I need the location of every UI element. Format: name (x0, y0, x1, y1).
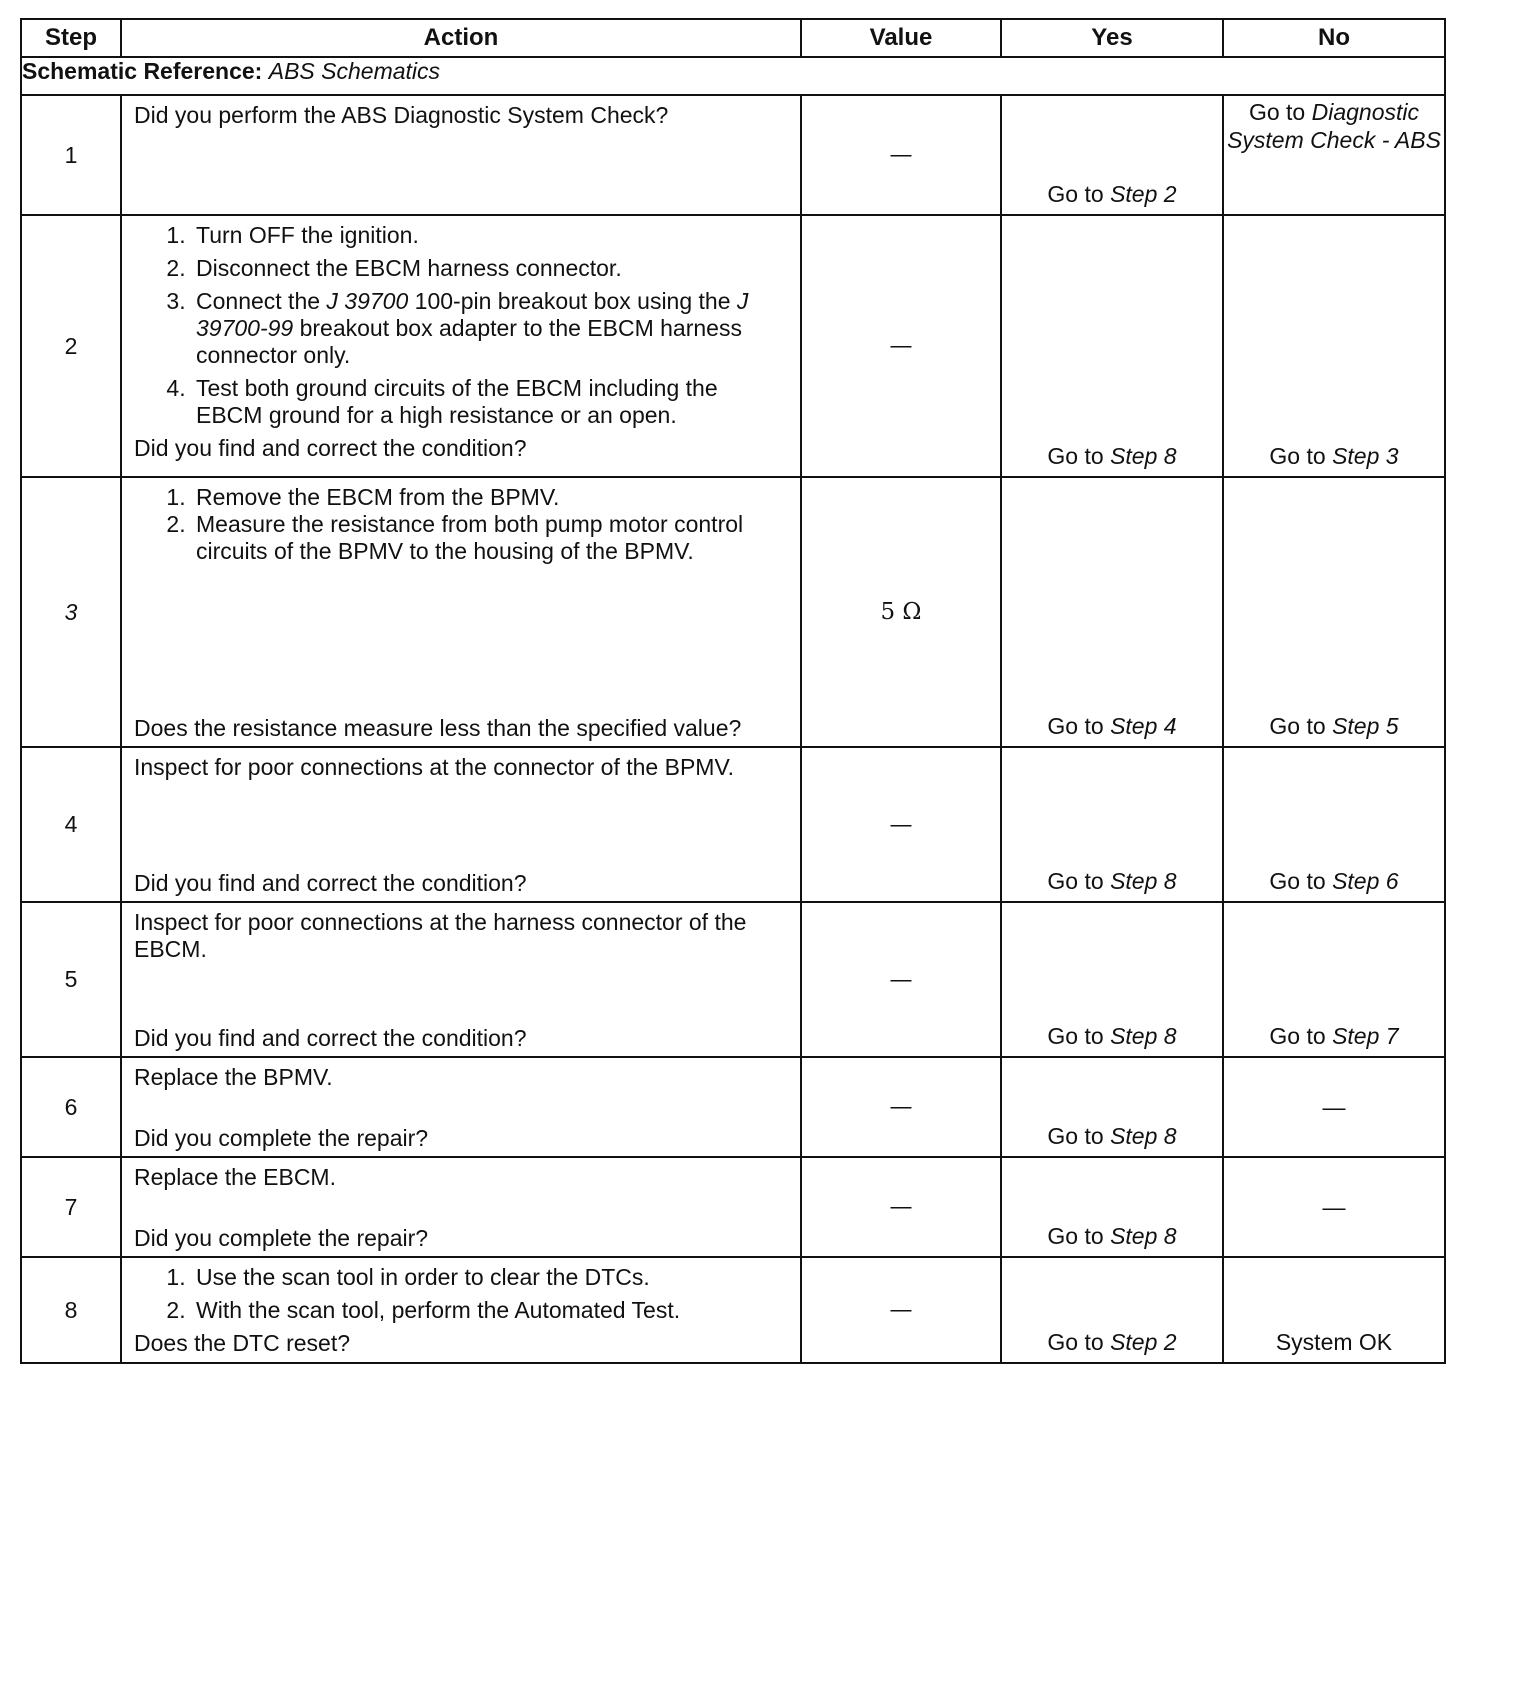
table-row (21, 1057, 1445, 1157)
list-item: 4. Test both ground circuits of the EBCM including the EBCM ground for a high resistance or an open. (192, 375, 788, 429)
action-question: Did you find and correct the condition? (134, 870, 527, 896)
diagnostic-table (20, 18, 1446, 1364)
yes-cell: Go to Step 8 (1001, 902, 1223, 1057)
action-list (134, 484, 788, 565)
no-cell: System OK (1223, 1257, 1445, 1363)
step-number: 2 (21, 215, 121, 477)
yes-step-link: Step 2 (1110, 1329, 1177, 1355)
yes-cell: Go to Step 2 (1001, 95, 1223, 215)
list-item: 1. Use the scan tool in order to clear the DTCs. (192, 1264, 788, 1291)
no-cell: Go to Step 6 (1223, 747, 1445, 902)
yes-step-link: Step 2 (1110, 181, 1177, 207)
yes-step-link: Step 8 (1110, 868, 1177, 894)
step-number: 4 (21, 747, 121, 902)
action-question: Does the resistance measure less than the specified value? (134, 715, 742, 741)
action-cell (121, 95, 801, 215)
action-cell (121, 747, 801, 902)
table-row (21, 902, 1445, 1057)
value-cell: — (801, 95, 1001, 215)
action-text: Replace the EBCM. (134, 1164, 336, 1190)
yes-step-link: Step 8 (1110, 1023, 1177, 1049)
value-cell: — (801, 1057, 1001, 1157)
no-step-link: Step 5 (1332, 713, 1399, 739)
value-cell: — (801, 1157, 1001, 1257)
no-cell: Go to Step 7 (1223, 902, 1445, 1057)
step-number: 3 (21, 477, 121, 747)
list-item: 2. Measure the resistance from both pump motor control circuits of the BPMV to the housing of the BPMV. (192, 511, 788, 565)
no-cell: — (1223, 1157, 1445, 1257)
yes-step-link: Step 8 (1110, 1123, 1177, 1149)
yes-cell: Go to Step 4 (1001, 477, 1223, 747)
action-cell (121, 477, 801, 747)
no-link: Diagnostic System Check - ABS (1227, 99, 1441, 153)
no-cell: Go to Diagnostic System Check - ABS (1223, 95, 1445, 215)
no-cell: Go to Step 5 (1223, 477, 1445, 747)
list-item: 2. With the scan tool, perform the Automated Test. (192, 1297, 788, 1324)
action-question: Did you complete the repair? (134, 1125, 429, 1151)
action-question: Did you find and correct the condition? (134, 435, 527, 461)
yes-step-link: Step 4 (1110, 713, 1177, 739)
action-cell (121, 1157, 801, 1257)
table-row (21, 95, 1445, 215)
value-cell: — (801, 215, 1001, 477)
value-cell: — (801, 747, 1001, 902)
schematic-link: ABS Schematics (268, 58, 441, 84)
yes-step-link: Step 8 (1110, 443, 1177, 469)
no-step-link: Step 6 (1332, 868, 1399, 894)
action-question: Does the DTC reset? (134, 1330, 351, 1356)
header-row (21, 19, 1445, 57)
value-cell: — (801, 1257, 1001, 1363)
table-row (21, 215, 1445, 477)
yes-step-link: Step 8 (1110, 1223, 1177, 1249)
step-number: 8 (21, 1257, 121, 1363)
step-number: 5 (21, 902, 121, 1057)
step-number: 6 (21, 1057, 121, 1157)
action-cell (121, 1057, 801, 1157)
header-yes: Yes (1001, 19, 1223, 57)
list-item: 3. Connect the J 39700 100-pin breakout box using the J 39700-99 breakout box adapter to the EBCM harness connector only. (192, 288, 788, 369)
yes-cell: Go to Step 8 (1001, 215, 1223, 477)
no-step-link: Step 3 (1332, 443, 1399, 469)
action-cell (121, 215, 801, 477)
table-row (21, 1157, 1445, 1257)
value-cell: — (801, 902, 1001, 1057)
action-question: Did you complete the repair? (134, 1225, 429, 1251)
header-step: Step (21, 19, 121, 57)
no-cell: Go to Step 3 (1223, 215, 1445, 477)
header-action: Action (121, 19, 801, 57)
action-list (134, 1264, 788, 1324)
action-text: Replace the BPMV. (134, 1064, 333, 1090)
no-cell: — (1223, 1057, 1445, 1157)
action-question: Did you perform the ABS Diagnostic System Check? (134, 102, 669, 128)
yes-cell: Go to Step 8 (1001, 1057, 1223, 1157)
yes-cell: Go to Step 8 (1001, 1157, 1223, 1257)
header-no: No (1223, 19, 1445, 57)
list-item: 2. Disconnect the EBCM harness connector. (192, 255, 788, 282)
action-text: Inspect for poor connections at the connector of the BPMV. (134, 754, 735, 780)
table-row (21, 477, 1445, 747)
action-question: Did you find and correct the condition? (134, 1025, 527, 1051)
tool-ref: J 39700-99 (196, 288, 749, 341)
yes-cell: Go to Step 8 (1001, 747, 1223, 902)
tool-ref: J 39700 (326, 288, 409, 314)
value-cell: 5 Ω (801, 477, 1001, 747)
list-item: 1. Remove the EBCM from the BPMV. (192, 484, 788, 511)
action-list (134, 222, 788, 429)
action-text: Inspect for poor connections at the harness connector of the EBCM. (134, 909, 747, 962)
header-value: Value (801, 19, 1001, 57)
step-number: 1 (21, 95, 121, 215)
table-row (21, 1257, 1445, 1363)
table-row (21, 747, 1445, 902)
no-step-link: Step 7 (1332, 1023, 1399, 1049)
action-cell (121, 902, 801, 1057)
step-number: 7 (21, 1157, 121, 1257)
yes-cell: Go to Step 2 (1001, 1257, 1223, 1363)
schematic-reference-row (21, 57, 1445, 95)
action-cell (121, 1257, 801, 1363)
schematic-label: Schematic Reference: (22, 58, 263, 84)
list-item: 1. Turn OFF the ignition. (192, 222, 788, 249)
